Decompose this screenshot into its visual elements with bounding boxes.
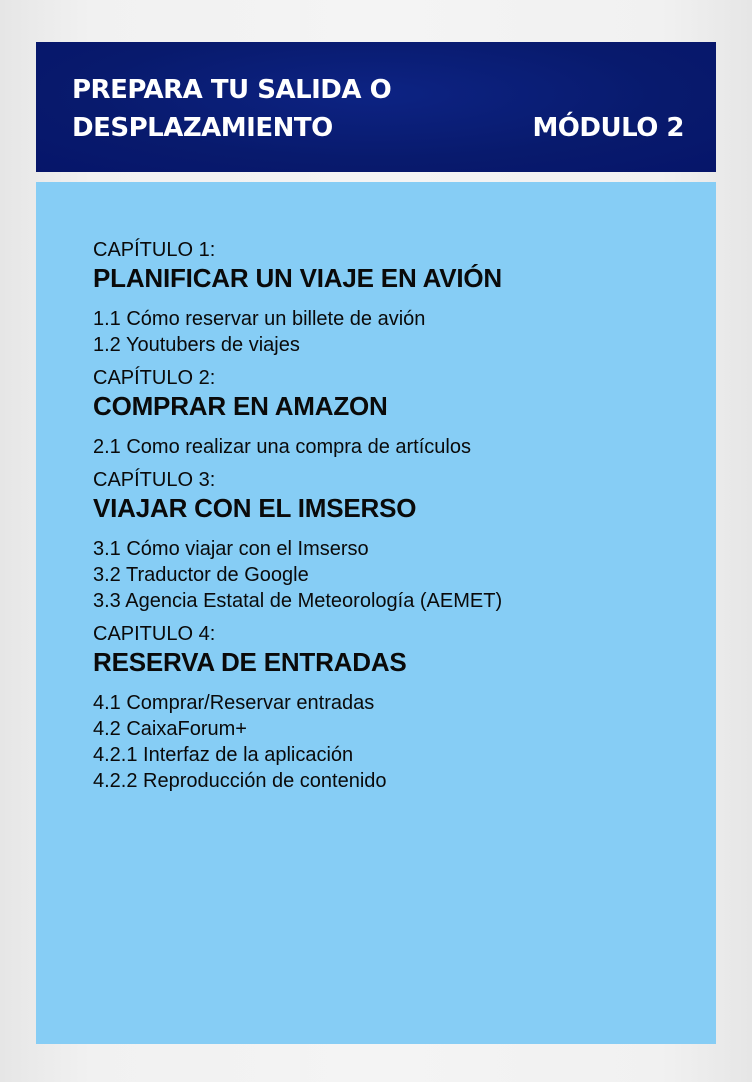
chapter-title: VIAJAR CON EL IMSERSO <box>93 493 417 523</box>
chapter-label: CAPITULO 4: <box>93 623 216 645</box>
list-item: 3.2 Traductor de Google <box>93 564 309 586</box>
list-item: 3.3 Agencia Estatal de Meteorología (AEMET) <box>93 590 503 612</box>
chapter-title: RESERVA DE ENTRADAS <box>93 647 407 677</box>
module-title <box>72 71 492 147</box>
module-number: MÓDULO 2 <box>532 113 684 143</box>
list-item: 4.1 Comprar/Reservar entradas <box>93 692 375 714</box>
list-item: 1.2 Youtubers de viajes <box>93 334 300 356</box>
module-title-line-1: PREPARA TU SALIDA O <box>72 75 392 105</box>
list-item: 1.1 Cómo reservar un billete de avión <box>93 308 426 330</box>
module-header <box>36 42 716 172</box>
chapter-title: COMPRAR EN AMAZON <box>93 391 388 421</box>
list-item: 2.1 Como realizar una compra de artículos <box>93 436 471 458</box>
list-item: 3.1 Cómo viajar con el Imserso <box>93 538 369 560</box>
chapter-label: CAPÍTULO 3: <box>93 469 216 491</box>
chapter-label: CAPÍTULO 1: <box>93 239 216 261</box>
chapter-items <box>93 434 716 460</box>
chapter-1 <box>93 238 716 358</box>
chapter-2 <box>93 366 716 460</box>
list-item: 4.2.2 Reproducción de contenido <box>93 770 387 792</box>
chapter-3 <box>93 468 716 614</box>
table-of-contents <box>36 182 716 1044</box>
chapter-title: PLANIFICAR UN VIAJE EN AVIÓN <box>93 263 502 293</box>
chapter-4 <box>93 622 716 794</box>
chapter-items <box>93 690 716 794</box>
chapter-items <box>93 536 716 614</box>
list-item: 4.2.1 Interfaz de la aplicación <box>93 744 354 766</box>
chapter-label: CAPÍTULO 2: <box>93 367 216 389</box>
chapter-items <box>93 306 716 358</box>
list-item: 4.2 CaixaForum+ <box>93 718 247 740</box>
module-title-line-2: DESPLAZAMIENTO <box>72 113 333 143</box>
